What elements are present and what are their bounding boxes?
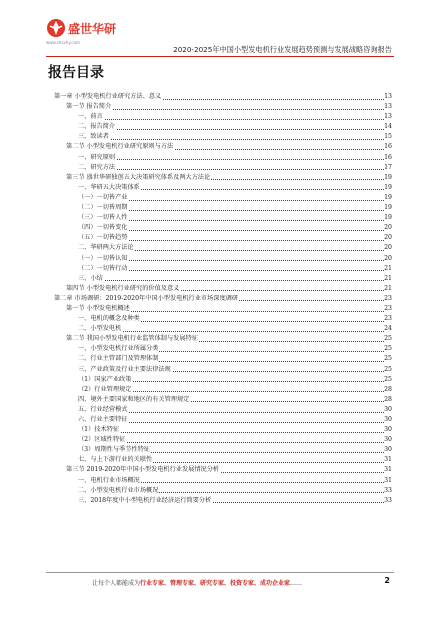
toc-entry[interactable] <box>46 92 392 102</box>
toc-entry-page: 19 <box>384 193 392 203</box>
toc-entry-page: 20 <box>384 254 392 264</box>
toc-entry[interactable] <box>46 264 392 274</box>
toc-entry-title: （五）一切皆趋势 <box>78 233 129 243</box>
toc-entry[interactable] <box>46 455 392 465</box>
toc-entry-page: 13 <box>384 112 392 122</box>
toc-leader-dots <box>78 129 384 130</box>
toc-entry-title: 二、研究方法 <box>78 163 116 173</box>
toc-leader-dots <box>78 119 384 120</box>
toc-entry[interactable] <box>46 415 392 425</box>
toc-entry[interactable] <box>46 465 392 475</box>
toc-entry[interactable] <box>46 243 392 253</box>
page-title: 报告目录 <box>48 65 104 81</box>
toc-entry-page: 25 <box>384 334 392 344</box>
toc-entry-page: 25 <box>384 375 392 385</box>
toc-entry-title: （四）一切皆变化 <box>78 223 129 233</box>
toc-entry-title: （二）一切皆行动 <box>78 264 129 274</box>
toc-entry-title: （一）一切皆认知 <box>78 254 129 264</box>
logo-flower-icon <box>46 18 66 38</box>
toc-entry[interactable] <box>46 354 392 364</box>
toc-entry-title: 第四节 小型发电机行业研究的价值及意义 <box>66 284 180 294</box>
toc-entry[interactable] <box>46 122 392 132</box>
toc-entry-title: 一、研究原则 <box>78 153 116 163</box>
toc-leader-dots <box>78 432 384 433</box>
toc-entry-page: 30 <box>384 415 392 425</box>
toc-entry[interactable] <box>46 254 392 264</box>
toc-entry-title: 一、电机的概念及种类 <box>78 314 141 324</box>
toc-entry-title: 第三节 2019-2020年中国小型发电机行业发展情况分析 <box>66 465 220 475</box>
toc-leader-dots <box>78 280 384 281</box>
toc-entry[interactable] <box>46 163 392 173</box>
toc-entry-title: （二）一切皆周期 <box>78 203 129 213</box>
table-of-contents <box>46 92 392 506</box>
toc-entry-title: 一、电机行业市场概况 <box>78 476 141 486</box>
toc-entry[interactable] <box>46 132 392 142</box>
toc-entry[interactable] <box>46 274 392 284</box>
toc-entry-page: 33 <box>384 496 392 506</box>
footer-slogan-prefix: 让每个人都能成为 <box>92 580 141 587</box>
toc-entry-page: 33 <box>384 486 392 496</box>
toc-entry[interactable] <box>46 476 392 486</box>
toc-entry-page: 14 <box>384 122 392 132</box>
toc-entry-title: 第二章 市场调研：2019-2020年中国小型发电机行业市场深度调研 <box>54 294 239 304</box>
toc-entry-page: 25 <box>384 365 392 375</box>
toc-entry-page: 25 <box>384 354 392 364</box>
toc-entry-page: 19 <box>384 213 392 223</box>
toc-entry-page: 23 <box>384 314 392 324</box>
toc-entry-title: 第二节 小型发电机行业研究原则与方法 <box>66 142 174 152</box>
toc-entry-title: 三、产业政策及行业主要法律法规 <box>78 365 172 375</box>
footer-slogan-highlight: 行业专家、管理专家、研究专家、投资专家、成功企业家 <box>140 580 291 587</box>
toc-leader-dots <box>66 109 384 110</box>
toc-entry-page: 28 <box>384 395 392 405</box>
toc-entry-title: 第一章 小型发电机行业研究方法、意义 <box>54 92 162 102</box>
toc-entry[interactable] <box>46 284 392 294</box>
toc-entry[interactable] <box>46 375 392 385</box>
toc-entry-page: 28 <box>384 385 392 395</box>
toc-entry-page: 31 <box>384 476 392 486</box>
toc-entry-title: 第一节 报告简介 <box>66 102 112 112</box>
toc-entry-title: 第二节 我国小型发电机行业监管体制与发展特征 <box>66 334 199 344</box>
toc-entry[interactable] <box>46 445 392 455</box>
toc-entry-page: 24 <box>384 324 392 334</box>
toc-entry-title: （三）一切皆人性 <box>78 213 129 223</box>
toc-entry-title: 一、华研五大决策体系 <box>78 183 141 193</box>
footer-slogan <box>92 578 302 587</box>
toc-entry-page: 21 <box>384 274 392 284</box>
toc-entry-title: （1）国家产业政策 <box>78 375 132 385</box>
toc-entry-page: 30 <box>384 435 392 445</box>
logo-url: www.shsxhy.com <box>46 40 80 45</box>
toc-entry[interactable] <box>46 233 392 243</box>
toc-entry[interactable] <box>46 435 392 445</box>
toc-entry-title: 四、境外主要国家和地区的有关管理规定 <box>78 395 190 405</box>
toc-entry-page: 16 <box>384 142 392 152</box>
toc-entry-title: （1）技术特征 <box>78 425 120 435</box>
toc-entry[interactable] <box>46 153 392 163</box>
toc-entry-page: 19 <box>384 183 392 193</box>
toc-entry[interactable] <box>46 314 392 324</box>
toc-entry[interactable] <box>46 405 392 415</box>
toc-entry-page: 23 <box>384 304 392 314</box>
toc-entry-page: 13 <box>384 102 392 112</box>
toc-entry-page: 21 <box>384 264 392 274</box>
footer-slogan-suffix: …… <box>290 580 303 587</box>
toc-entry-page: 21 <box>384 284 392 294</box>
toc-entry-title: 七、与上下游行业的关联性 <box>78 455 153 465</box>
toc-entry-title: （一）一切皆产业 <box>78 193 129 203</box>
toc-entry-title: 三、致读者 <box>78 132 110 142</box>
toc-entry[interactable] <box>46 142 392 152</box>
toc-leader-dots <box>78 139 384 140</box>
toc-entry[interactable] <box>46 193 392 203</box>
logo-text: 盛世华研 <box>68 22 117 36</box>
toc-entry-page: 20 <box>384 223 392 233</box>
toc-entry-title: 三、小结 <box>78 274 104 284</box>
toc-entry[interactable] <box>46 183 392 193</box>
toc-entry-title: 二、华研两大方法论 <box>78 243 135 253</box>
toc-entry[interactable] <box>46 496 392 506</box>
toc-entry-page: 30 <box>384 445 392 455</box>
toc-entry-page: 17 <box>384 163 392 173</box>
toc-entry-title: （3）周期性与季节性特征 <box>78 445 151 455</box>
toc-entry[interactable] <box>46 365 392 375</box>
toc-entry-title: 二、报告简介 <box>78 122 116 132</box>
toc-entry-page: 13 <box>384 92 392 102</box>
toc-entry-page: 30 <box>384 405 392 415</box>
toc-entry-title: 二、小型发电机 <box>78 324 122 334</box>
toc-entry-page: 23 <box>384 294 392 304</box>
toc-entry-page: 20 <box>384 243 392 253</box>
toc-entry-title: 一、前言 <box>78 112 104 122</box>
toc-entry-page: 16 <box>384 153 392 163</box>
toc-entry[interactable] <box>46 102 392 112</box>
toc-entry[interactable] <box>46 486 392 496</box>
toc-entry-title: （2）区域性特征 <box>78 435 126 445</box>
toc-entry[interactable] <box>46 112 392 122</box>
toc-entry-page: 20 <box>384 233 392 243</box>
toc-entry[interactable] <box>46 173 392 183</box>
toc-entry-title: 第三节 盛世华研独创五大决策研究体系及两大方法论 <box>66 173 211 183</box>
toc-entry-title: 三、2018年度中小型电机行业经济运行简要分析 <box>78 496 212 506</box>
toc-entry[interactable] <box>46 304 392 314</box>
toc-entry-page: 19 <box>384 203 392 213</box>
header-divider <box>46 56 394 57</box>
toc-entry[interactable] <box>46 294 392 304</box>
report-title: 2020-2025年中国小型发电机行业发展趋势预测与发展战略咨询报告 <box>173 45 392 54</box>
toc-entry-page: 25 <box>384 344 392 354</box>
company-logo <box>46 18 117 38</box>
toc-entry-title: 一、小型发电机行业所属分类 <box>78 344 159 354</box>
toc-entry[interactable] <box>46 223 392 233</box>
toc-entry[interactable] <box>46 425 392 435</box>
toc-entry-page: 15 <box>384 132 392 142</box>
toc-entry[interactable] <box>46 395 392 405</box>
toc-entry[interactable] <box>46 385 392 395</box>
toc-entry-page: 30 <box>384 425 392 435</box>
toc-entry[interactable] <box>46 324 392 334</box>
toc-entry-page: 31 <box>384 455 392 465</box>
toc-entry-page: 19 <box>384 173 392 183</box>
page-number: 2 <box>384 576 390 585</box>
toc-entry-title: 五、行业经营模式 <box>78 405 129 415</box>
page-header <box>0 0 440 58</box>
toc-entry-title: 第一节 小型发电机概述 <box>66 304 131 314</box>
toc-leader-dots <box>78 331 384 332</box>
footer-divider <box>46 572 394 573</box>
toc-entry-title: 六、行业主要特征 <box>78 415 129 425</box>
toc-leader-dots <box>78 159 384 160</box>
toc-entry[interactable] <box>46 334 392 344</box>
toc-leader-dots <box>78 169 384 170</box>
toc-entry-title: （2）行业管理规定 <box>78 385 132 395</box>
toc-entry[interactable] <box>46 203 392 213</box>
toc-entry-title: 二、小型发电机行业市场概况 <box>78 486 159 496</box>
toc-entry[interactable] <box>46 213 392 223</box>
toc-entry[interactable] <box>46 344 392 354</box>
toc-entry-title: 二、行业主管部门及管理体制 <box>78 354 159 364</box>
toc-entry-page: 31 <box>384 465 392 475</box>
